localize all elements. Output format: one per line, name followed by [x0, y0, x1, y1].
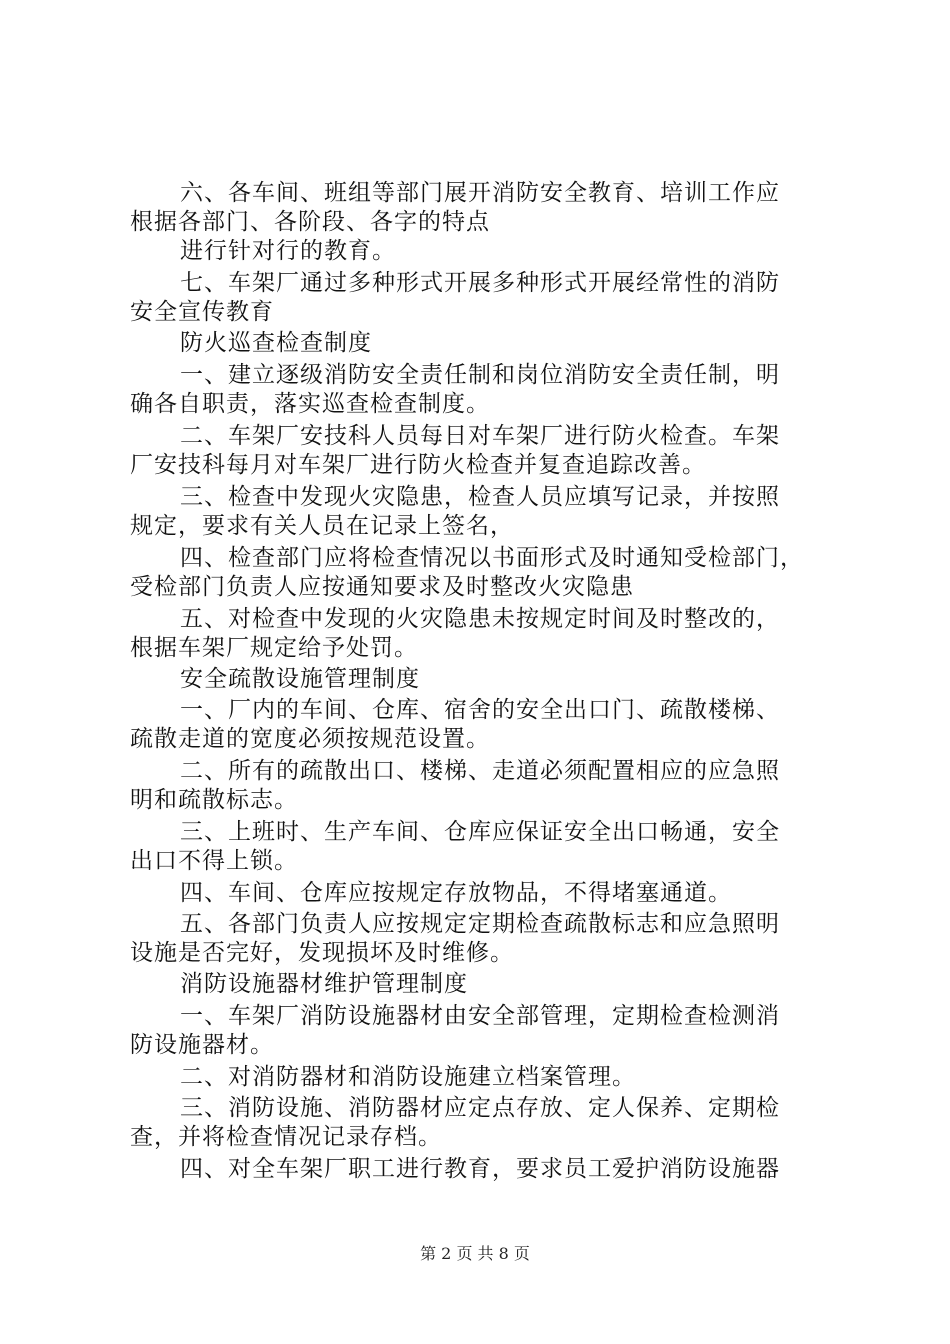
text-line: 进行针对行的教育。	[180, 238, 396, 264]
text-line: 三、上班时、生产车间、仓库应保证安全出口畅通，安全	[180, 819, 780, 845]
text-line: 设施是否完好，发现损坏及时维修。	[130, 940, 514, 966]
section-heading: 防火巡查检查制度	[180, 330, 372, 356]
text-line: 确各自职责，落实巡查检查制度。	[130, 391, 490, 417]
text-line: 二、对消防器材和消防设施建立档案管理。	[180, 1064, 636, 1090]
section-heading: 安全疏散设施管理制度	[180, 666, 420, 692]
text-line: 三、消防设施、消防器材应定点存放、定人保养、定期检	[180, 1095, 780, 1121]
text-line: 出口不得上锁。	[130, 848, 298, 874]
text-line: 四、车间、仓库应按规定存放物品，不得堵塞通道。	[180, 880, 732, 906]
text-line: 一、车架厂消防设施器材由安全部管理，定期检查检测消	[180, 1003, 780, 1029]
text-line: 规定，要求有关人员在记录上签名，	[130, 513, 514, 539]
section-heading: 消防设施器材维护管理制度	[180, 971, 468, 997]
text-line: 明和疏散标志。	[130, 787, 298, 813]
text-line: 一、建立逐级消防安全责任制和岗位消防安全责任制，明	[180, 362, 780, 388]
text-line: 四、对全车架厂职工进行教育，要求员工爱护消防设施器	[180, 1156, 780, 1182]
text-line: 三、检查中发现火灾隐患，检查人员应填写记录，并按照	[180, 484, 780, 510]
text-line: 二、车架厂安技科人员每日对车架厂进行防火检查。车架	[180, 423, 780, 449]
page-number-footer: 第 2 页 共 8 页	[420, 1244, 530, 1263]
text-line: 安全宣传教育	[130, 299, 274, 325]
text-line: 根据车架厂规定给予处罚。	[130, 635, 418, 661]
text-line: 受检部门负责人应按通知要求及时整改火灾隐患	[130, 574, 634, 600]
text-line: 一、厂内的车间、仓库、宿舍的安全出口门、疏散楼梯、	[180, 697, 780, 723]
text-line: 七、车架厂通过多种形式开展多种形式开展经常性的消防	[180, 270, 780, 296]
text-line: 五、对检查中发现的火灾隐患未按规定时间及时整改的，	[180, 606, 780, 632]
text-line: 五、各部门负责人应按规定定期检查疏散标志和应急照明	[180, 911, 780, 937]
text-line: 防设施器材。	[130, 1032, 274, 1058]
text-line: 根据各部门、各阶段、各字的特点	[130, 209, 490, 235]
text-line: 二、所有的疏散出口、楼梯、走道必须配置相应的应急照	[180, 758, 780, 784]
text-line: 查，并将检查情况记录存档。	[130, 1124, 442, 1150]
text-line: 疏散走道的宽度必须按规范设置。	[130, 726, 490, 752]
text-line: 四、检查部门应将检查情况以书面形式及时通知受检部门，	[180, 545, 804, 571]
text-line: 厂安技科每月对车架厂进行防火检查并复查追踪改善。	[130, 452, 706, 478]
text-line: 六、各车间、班组等部门展开消防安全教育、培训工作应	[180, 180, 780, 206]
